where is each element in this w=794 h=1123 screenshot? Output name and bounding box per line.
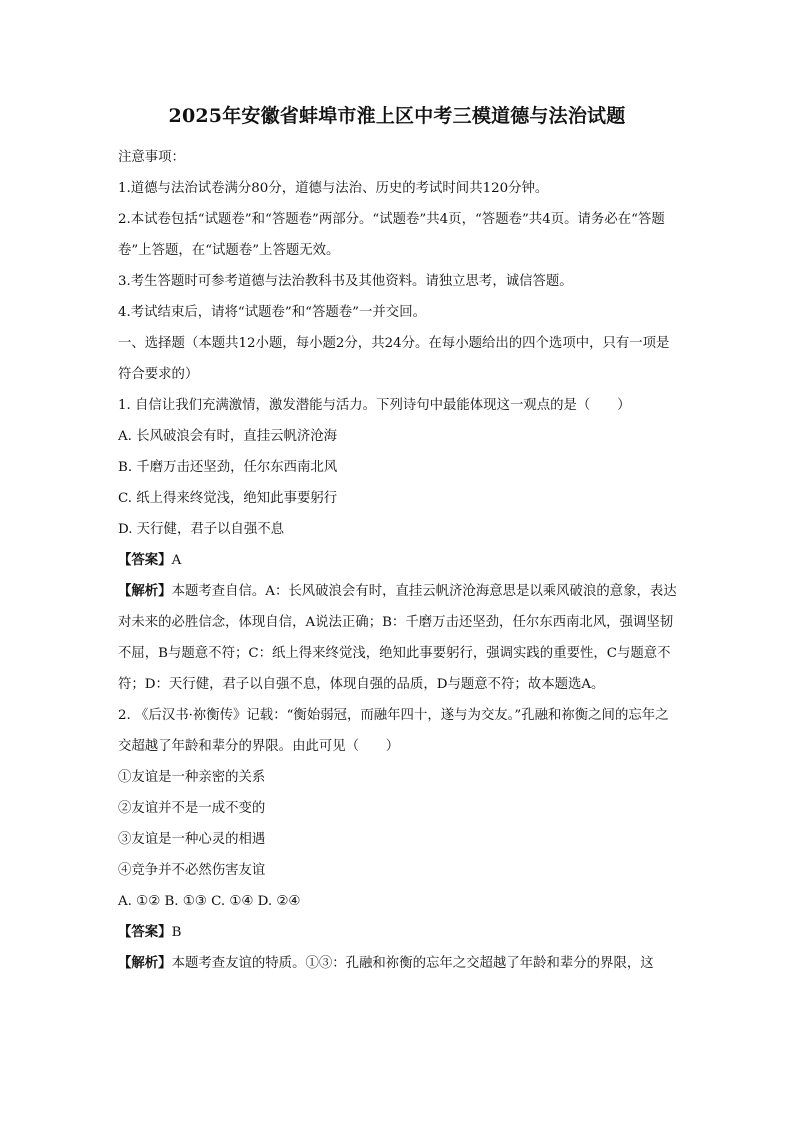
document-body <box>118 142 680 979</box>
notice-item-2: 2.本试卷包括“试题卷”和“答题卷”两部分。“试题卷”共4页，“答题卷”共4页。请务必在“答题卷”上答题，在“试题卷”上答题无效。 <box>118 212 665 258</box>
notice-item-1: 1.道德与法治试卷满分80分，道德与法治、历史的考试时间共120分钟。 <box>118 181 549 196</box>
question-1-stem: 1. 自信让我们充满激情，激发潜能与活力。下列诗句中最能体现这一观点的是（ ） <box>118 398 631 413</box>
question-1-option-b: B. 千磨万击还坚劲，任尔东西南北风 <box>118 460 338 475</box>
question-2-answer <box>118 917 680 948</box>
question-1-option-d: D. 天行健，君子以自强不息 <box>118 522 285 537</box>
analysis-tag: 【解析】 <box>118 955 172 971</box>
answer-value: A <box>171 553 182 568</box>
section-heading-choice: 一、选择题（本题共12小题，每小题2分，共24分。在每小题给出的四个选项中，只有一项是符合要求的） <box>118 336 670 382</box>
question-1-option-c: C. 纸上得来终觉浅，绝知此事要躬行 <box>118 491 338 506</box>
analysis-tag: 【解析】 <box>118 583 172 599</box>
question-1-answer <box>118 545 680 576</box>
analysis-text: 本题考查自信。A：长风破浪会有时，直挂云帆济沧海意思是以乘风破浪的意象，表达对未来的必胜信念，体现自信，A说法正确；B：千磨万击还坚劲，任尔东西南北风，强调坚韧不屈，B与题意不符；C：纸上得来终觉浅，绝知此事要躬行，强调实践的重要性，C与题意不符；D：天行健，君子以自强不息，体现自强的品质，D与题意不符；故本题选A。 <box>118 584 677 692</box>
question-1-option-a: A. 长风破浪会有时，直挂云帆济沧海 <box>118 429 338 444</box>
question-2-statement-4: ④竞争并不必然伤害友谊 <box>118 863 266 878</box>
question-2-statement-1: ①友谊是一种亲密的关系 <box>118 770 266 785</box>
question-2-stem: 2. 《后汉书·祢衡传》记载：“衡始弱冠，而融年四十，遂与为交友。”孔融和祢衡之间的忘年之交超越了年龄和辈分的界限。由此可见（ ） <box>118 708 669 754</box>
question-2-statement-3: ③友谊是一种心灵的相遇 <box>118 832 266 847</box>
answer-tag: 【答案】 <box>118 552 172 568</box>
answer-value: B <box>171 925 182 940</box>
notice-heading: 注意事项： <box>118 150 185 165</box>
notice-item-3: 3.考生答题时可参考道德与法治教科书及其他资料。请独立思考，诚信答题。 <box>118 274 573 289</box>
question-2-analysis <box>118 948 680 979</box>
analysis-text: 本题考查友谊的特质。①③：孔融和祢衡的忘年之交超越了年龄和辈分的界限，这 <box>171 956 654 971</box>
question-1-analysis <box>118 576 680 700</box>
question-2-options: A. ①② B. ①③ C. ①④ D. ②④ <box>118 894 301 909</box>
page-title: 2025年安徽省蚌埠市淮上区中考三模道德与法治试题 <box>168 105 626 127</box>
notice-item-4: 4.考试结束后，请将“试题卷”和“答题卷”一并交回。 <box>118 305 426 320</box>
answer-tag: 【答案】 <box>118 924 172 940</box>
question-2-statement-2: ②友谊并不是一成不变的 <box>118 801 266 816</box>
